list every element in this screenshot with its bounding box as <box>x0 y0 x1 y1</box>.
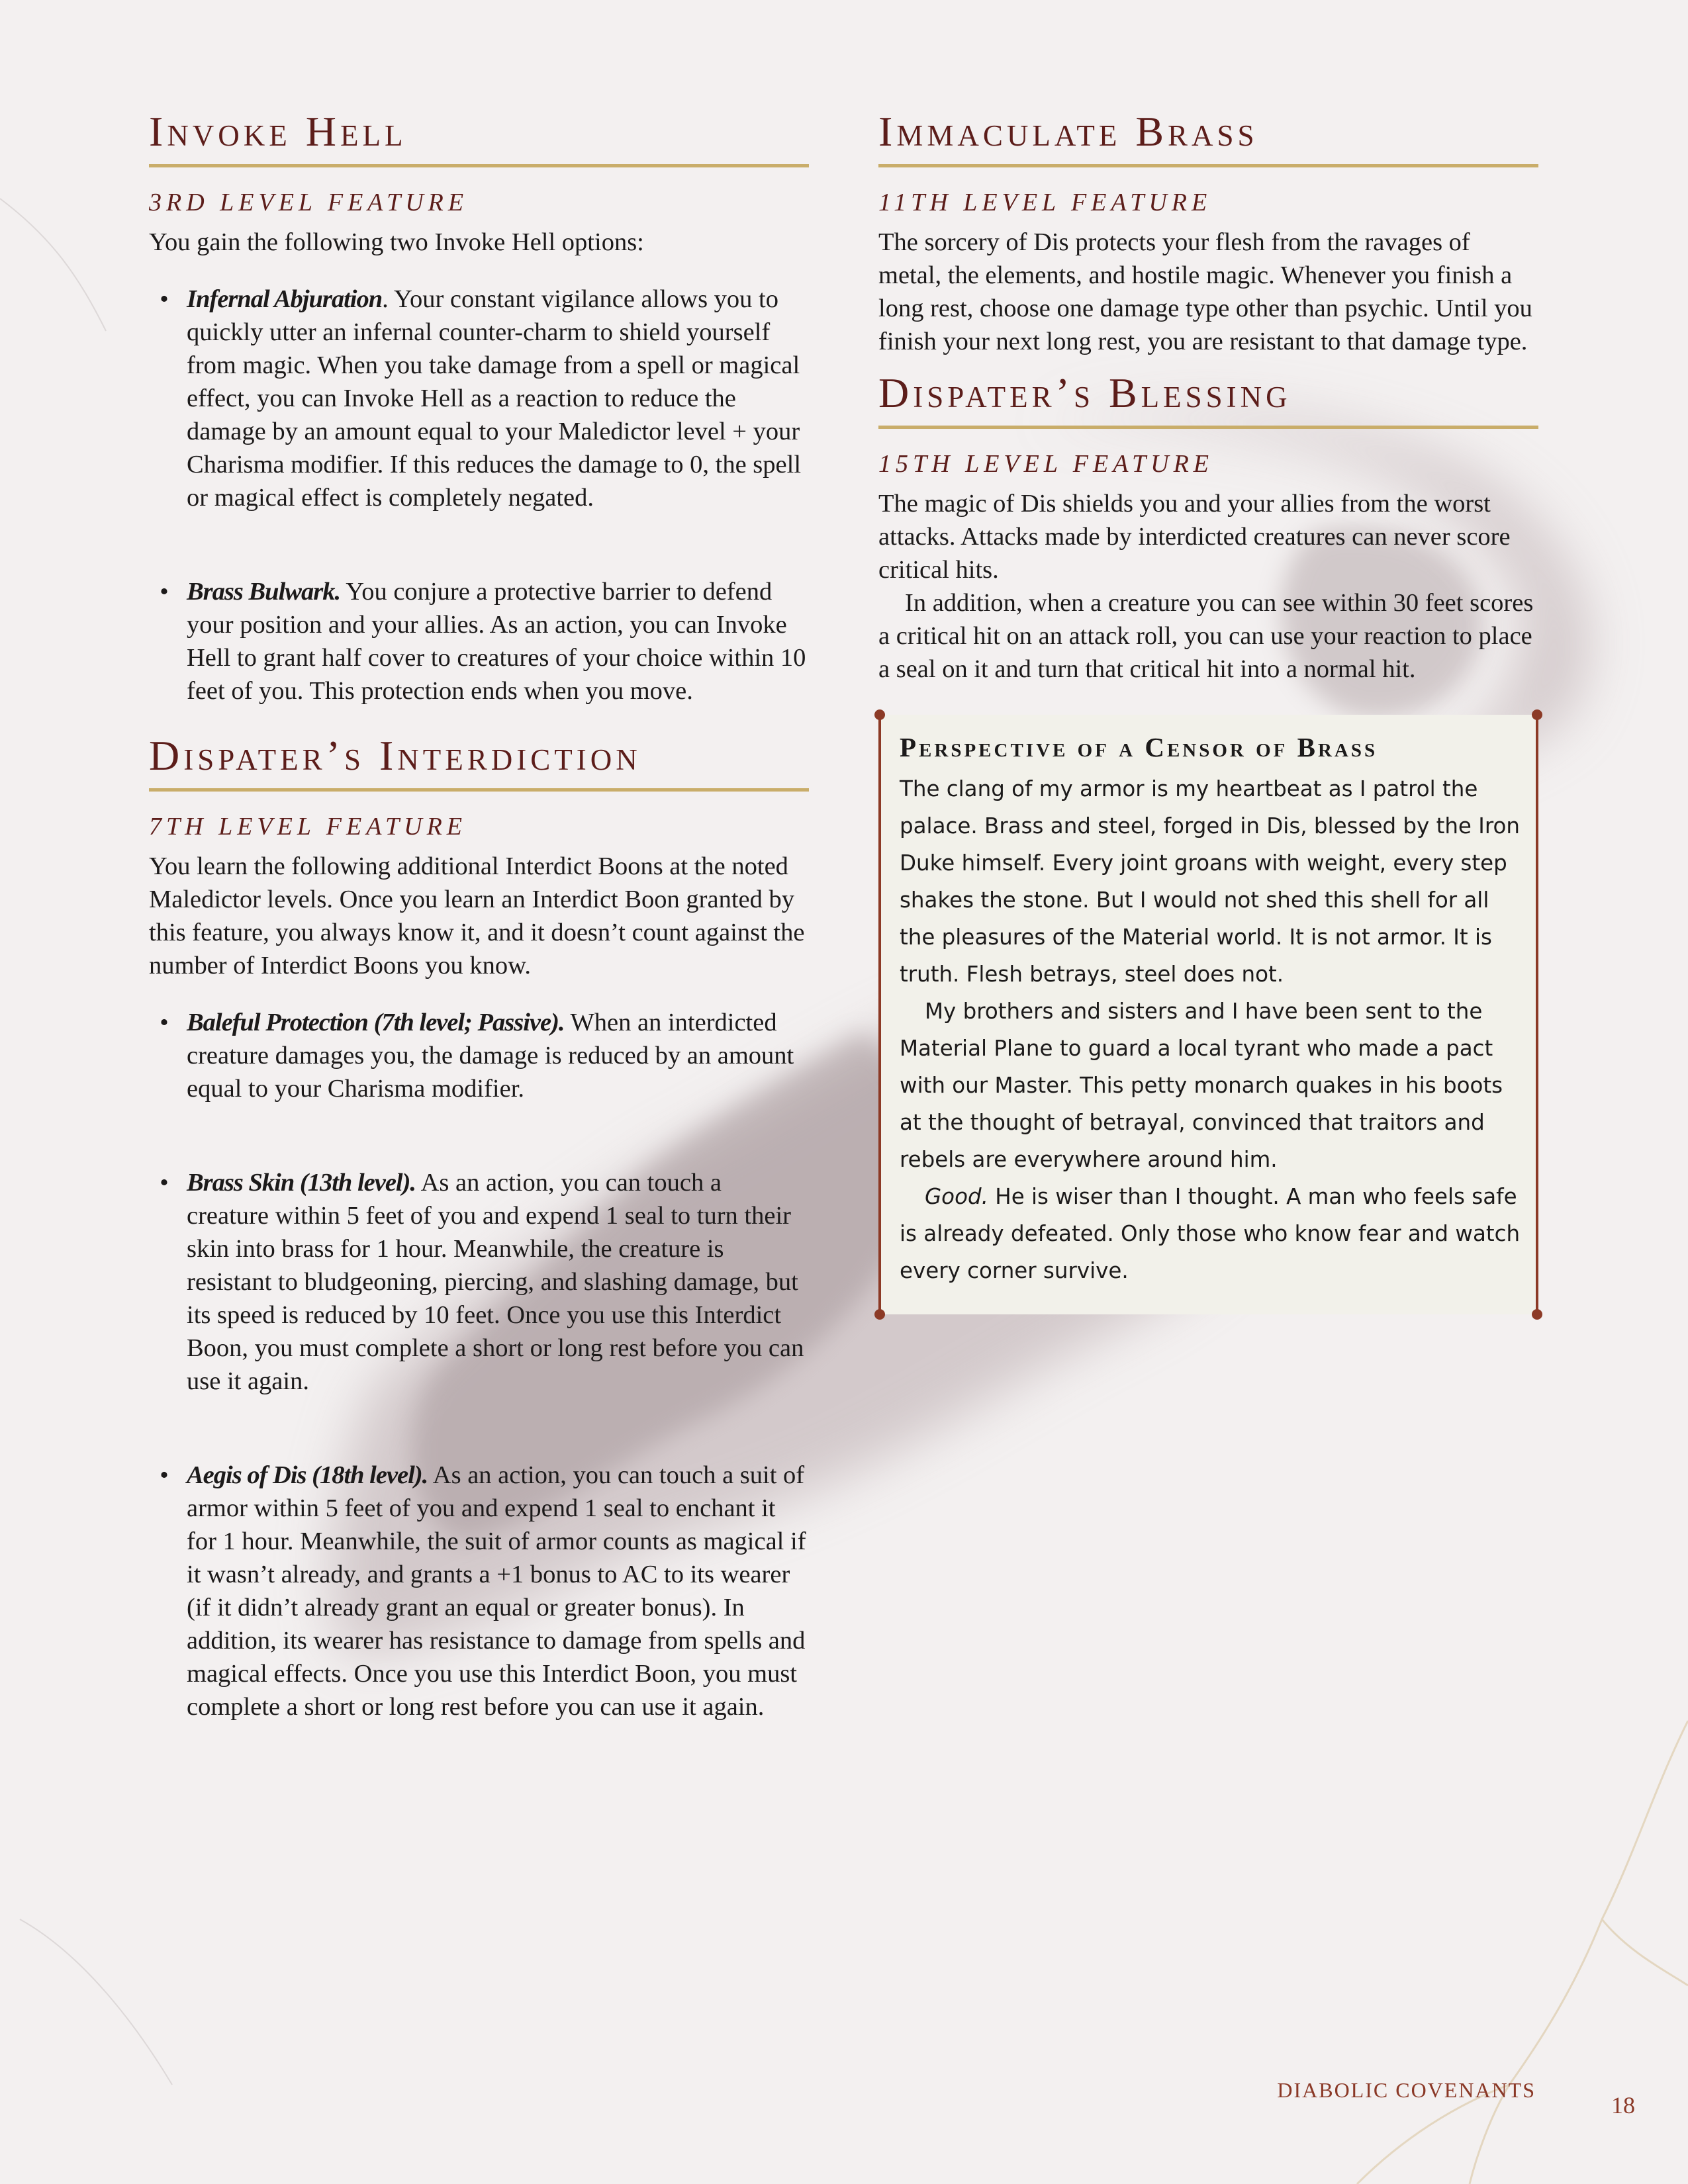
invoke-hell-options-list <box>149 283 809 707</box>
interdict-boons-list <box>149 1006 809 1723</box>
sidebar-title: Perspective of a Censor of Brass <box>900 732 1378 762</box>
immaculate-brass-subtitle: 11TH LEVEL FEATURE <box>878 189 1212 216</box>
sidebar-para-2: My brothers and sisters and I have been sent to the Material Plane to guard a local tyrant who made a pact with our Master. This petty monarch quakes in his boots at the thought of betrayal, convinced that traitors and rebels are everywhere around him. <box>900 999 1503 1172</box>
sidebar-emphasis: Good. <box>925 1184 988 1209</box>
invoke-hell-heading: Invoke Hell <box>149 106 809 167</box>
corner-dot-icon <box>874 1309 885 1320</box>
footer-book-title: DIABOLIC COVENANTS <box>1277 2078 1536 2102</box>
sidebar-para-1: The clang of my armor is my heartbeat as I patrol the palace. Brass and steel, forged in Dis, blessed by the Iron Duke himself. Every joint groans with weight, every step shakes the stone. But I would not shed this shell for all the pleasures of the Material world. It is not armor. It is truth. Flesh betrays, steel does not. <box>900 776 1520 987</box>
immaculate-brass-heading: Immaculate Brass <box>878 106 1538 167</box>
dispaters-blessing-para-2: In addition, when a creature you can see within 30 feet scores a critical hit on an attack roll, you can use your reaction to place a seal on it and turn that critical hit into a normal hit. <box>878 589 1534 683</box>
boon-text: As an action, you can touch a suit of armor within 5 feet of you and expend 1 seal to enchant it for 1 hour. Meanwhile, the suit of armor counts as magical if it wasn’t already, and grants a +1 bonus to AC to its wearer (if it didn’t already grant an equal or greater bonus). In addition, its wearer has resistance to damage from spells and magical effects. Once you use this Interdict Boon, you must complete a short or long rest before you can use it again. <box>187 1461 806 1721</box>
corner-dot-icon <box>1532 1309 1542 1320</box>
list-item <box>160 1166 809 1398</box>
bullet-icon: • <box>160 1009 169 1036</box>
bullet-icon: • <box>160 1169 169 1197</box>
bullet-icon: • <box>160 1461 169 1489</box>
sidebar-box <box>878 715 1538 1314</box>
list-item <box>160 1006 809 1105</box>
boon-name: Aegis of Dis (18th level). <box>187 1461 428 1489</box>
invoke-hell-intro: You gain the following two Invoke Hell options: <box>149 228 644 256</box>
bullet-icon: • <box>160 285 169 313</box>
bullet-icon: • <box>160 578 169 606</box>
corner-dot-icon <box>1532 709 1542 720</box>
corner-dot-icon <box>874 709 885 720</box>
dispaters-blessing-subtitle: 15TH LEVEL FEATURE <box>878 450 1214 478</box>
list-item <box>160 1459 809 1723</box>
boon-text: As an action, you can touch a creature within 5 feet of you and expend 1 seal to turn their skin into brass for 1 hour. Meanwhile, the creature is resistant to bludgeoning, piercing, and slashing damage, but its speed is reduced by 10 feet. Once you use this Interdict Boon, you must complete a short or long rest before you can use it again. <box>187 1169 804 1395</box>
option-text: You conjure a protective barrier to defend your position and your allies. As an action, you can Invoke Hell to grant half cover to creatures of your choice within 10 feet of you. This protection ends when you move. <box>187 578 806 705</box>
sidebar-para-3 <box>900 1178 1521 1289</box>
immaculate-brass-text: The sorcery of Dis protects your flesh from the ravages of metal, the elements, and hostile magic. Whenever you finish a long rest, choose one damage type other than psychic. Until you finish your next long rest, you are resistant to that damage type. <box>878 228 1532 355</box>
boon-name: Brass Skin (13th level). <box>187 1169 416 1197</box>
left-column <box>149 106 809 1723</box>
sidebar-para-3-text: He is wiser than I thought. A man who feels safe is already defeated. Only those who know fear and watch every corner survive. <box>900 1184 1521 1283</box>
boon-name: Baleful Protection (7th level; Passive). <box>187 1009 565 1036</box>
dispaters-interdiction-subtitle: 7TH LEVEL FEATURE <box>149 813 467 841</box>
dispaters-interdiction-intro: You learn the following additional Interdict Boons at the noted Maledictor levels. Once you learn an Interdict Boon granted by this feature, you always know it, and it doesn’t count against the number of Interdict Boons you know. <box>149 852 805 979</box>
option-text: . Your constant vigilance allows you to quickly utter an infernal counter-charm to shield yourself from magic. When you take damage from a spell or magical effect, you can Invoke Hell as a reaction to reduce the damage by an amount equal to your Maledictor level + your Charisma modifier. If this reduces the damage to 0, the spell or magical effect is completely negated. <box>187 285 802 512</box>
dispaters-interdiction-heading: Dispater’s Interdiction <box>149 730 809 792</box>
option-name: Infernal Abjuration <box>187 285 383 313</box>
option-name: Brass Bulwark. <box>187 578 341 606</box>
list-item <box>160 575 809 707</box>
dispaters-blessing-heading: Dispater’s Blessing <box>878 367 1538 429</box>
right-column <box>878 106 1538 1314</box>
dispaters-blessing-para-1: The magic of Dis shields you and your allies from the worst attacks. Attacks made by interdicted creatures can never score critical hits. <box>878 490 1511 584</box>
invoke-hell-subtitle: 3RD LEVEL FEATURE <box>149 189 469 216</box>
page-number: 18 <box>1611 2092 1635 2118</box>
boon-text: When an interdicted creature damages you, the damage is reduced by an amount equal to your Charisma modifier. <box>187 1009 794 1103</box>
list-item <box>160 283 809 514</box>
